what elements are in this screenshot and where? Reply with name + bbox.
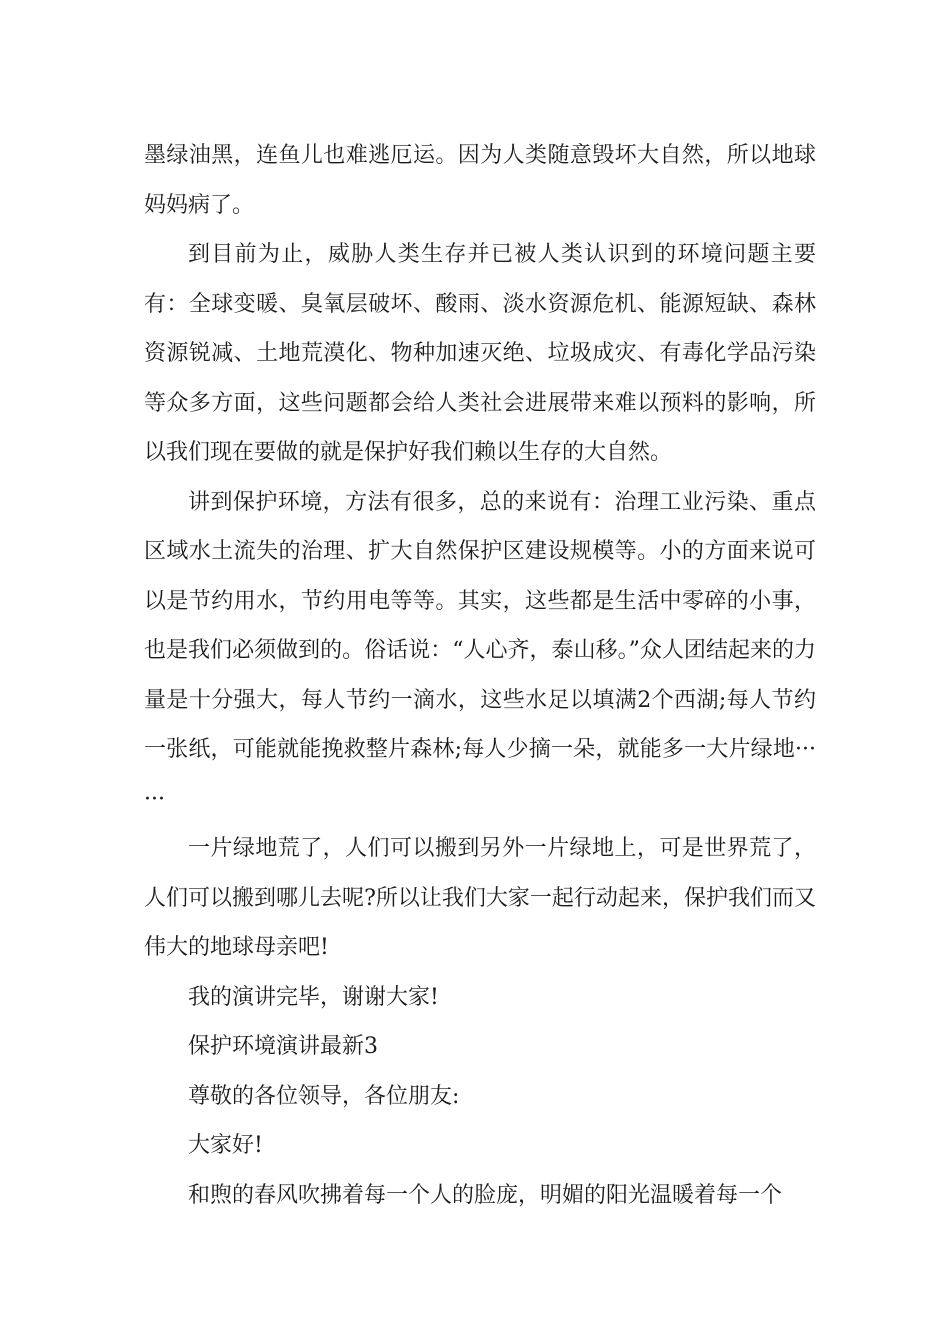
paragraph-protection-methods: 讲到保护环境，方法有很多，总的来说有：治理工业污染、重点区域水土流失的治理、扩大自然保护区建设规模等。小的方面来说可以是节约用水，节约用电等等。其实，这些都是生活中零碎的小事，也是我们必须做到的。俗话说：“人心齐，泰山移。”众人团结起来的力量是十分强大，每人节约一滴水，这些水足以填满2个西湖;每人节约一张纸，可能就能挽救整片森林;每人少摘一朵，就能多一大片绿地······: [144, 489, 816, 812]
document-body: [144, 131, 816, 1220]
paragraph-continuation: 墨绿油黑，连鱼儿也难逃厄运。因为人类随意毁坏大自然，所以地球妈妈病了。: [144, 143, 816, 218]
paragraph-call-to-action: 一片绿地荒了，人们可以搬到另外一片绿地上，可是世界荒了，人们可以搬到哪儿去呢?所以让我们大家一起行动起来，保护我们而又伟大的地球母亲吧!: [144, 836, 816, 960]
paragraph-environment-problems: 到目前为止，威胁人类生存并已被人类认识到的环境问题主要有：全球变暖、臭氧层破坏、酸雨、淡水资源危机、能源短缺、森林资源锐减、土地荒漠化、物种加速灭绝、垃圾成灾、有毒化学品污染等众多方面，这些问题都会给人类社会进展带来难以预料的影响，所以我们现在要做的就是保护好我们赖以生存的大自然。: [144, 242, 816, 465]
section-heading: 保护环境演讲最新3: [188, 1034, 378, 1059]
paragraph-closing: 我的演讲完毕，谢谢大家!: [188, 984, 439, 1010]
paragraph-salutation: 尊敬的各位领导，各位朋友:: [188, 1083, 460, 1109]
paragraph-greeting: 大家好!: [188, 1133, 263, 1158]
paragraph-opening: 和煦的春风吹拂着每一个人的脸庞，明媚的阳光温暖着每一个: [188, 1182, 783, 1208]
